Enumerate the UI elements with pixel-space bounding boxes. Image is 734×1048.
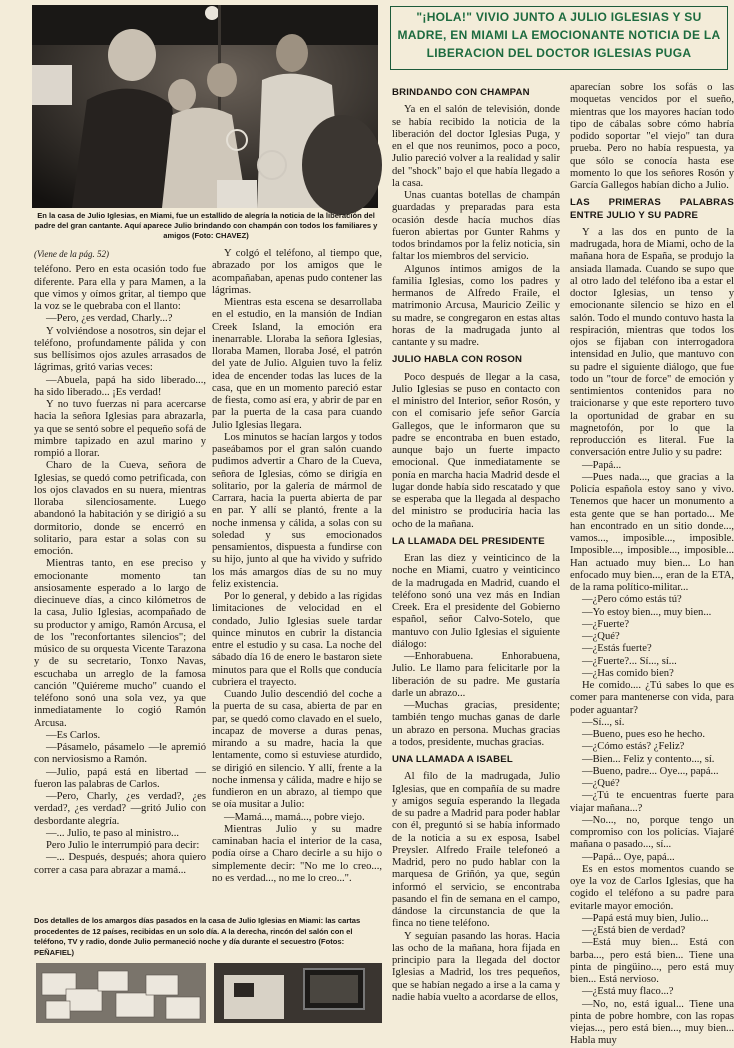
paragraph: —¿Estás fuerte?	[582, 643, 652, 655]
paragraph: Algunos íntimos amigos de la familia Iglesias, como los padres y hermanos de Alfredo Fraile, el matrimonio Arcusa, Mauricio Zeilic y su madre, se congregaron en estas altas horas de la madrugada junto al cantante y su madre.	[392, 263, 560, 348]
paragraph: —Enhorabuena. Enhorabuena, Julio. Le llamo para felicitarle por la liberación de su padre. Me gustaría darle un abrazo...	[392, 651, 560, 699]
top-photo-caption: En la casa de Julio Iglesias, en Miami, fue un estallido de alegría la noticia de la liberación del padre del gran cantante. Aquí aparece Julio brindando con champán con todos los familiares y amigos (Foto: CHAVEZ)	[34, 211, 378, 240]
col4-heading: LAS PRIMERAS PALABRAS ENTRE JULIO Y SU PADRE	[570, 197, 734, 221]
paragraph: —Es Carlos.	[46, 729, 101, 741]
paragraph: —¿Cómo estás? ¿Feliz?	[582, 741, 685, 753]
paragraph: —¿Tú te encuentras fuerte para viajar mañana...?	[570, 790, 734, 814]
paragraph: Charo de la Cueva, señora de Iglesias, se quedó como petrificada, con los ojos clavados en su nuera, mientras lloraba silenciosamente. Luego abandonó la habitación y se dirigió a su dormitorio, donde se encerró en solitario, para estar a solas con su emoción.	[34, 460, 206, 557]
paragraph: Unas cuantas botellas de champán guardadas y preparadas para esta ocasión desde hacía muchos días fueron abiertas por Gunter Rahms y todos brindamos por la feliz noticia, sin faltar los miembros del servicio.	[392, 190, 560, 263]
column-4	[570, 82, 734, 1047]
paragraph: —¿Fuerte?... Sí..., sí...	[582, 655, 677, 667]
paragraph: —Muchas gracias, presidente; también tengo muchas ganas de darle un abrazo en persona. Muchas gracias a todos, presidente, muchas gracias.	[392, 700, 560, 748]
section-heading: JULIO HABLA CON ROSON	[392, 354, 523, 366]
paragraph: Y seguían pasando las horas. Hacia las ocho de la mañana, hora fijada en principio para la llegada del doctor Iglesias a Madrid, los tres pequeños, que se habían negado a irse a la cama y nadie había vuelto a acordarse de ellos,	[392, 930, 560, 1003]
paragraph: Poco después de llegar a la casa, Julio Iglesias se puso en contacto con el ministro del Interior, señor Rosón, y con el comisario jefe señor García Gallegos, que le informaron que su padre se encontraba en buen estado, aunque bajo un fuerte impacto emocional. Que inmediatamente se ponía en marcha hacia Madrid desde el lugar donde había sido rescatado y que se esperaba que la llegada al despacho del ministro se produciría hacia las ocho de la mañana.	[392, 371, 560, 530]
continued-from: (Viene de la pág. 52)	[34, 249, 110, 259]
paragraph: —Mamá..., mamá..., pobre viejo.	[224, 811, 365, 823]
paragraph: —¿Está bien de verdad?	[582, 925, 686, 936]
bottom-caption: Dos detalles de los amargos días pasados en la casa de Julio Iglesias en Miami: las cartas procedentes de 12 países, recibidas en un solo día. A la derecha, rincón del salón con el teléfono, TV y radio, donde Julio permaneció noche y día durante el secuestro (Fotos: PEÑAFIEL)	[34, 916, 361, 957]
salon-photo	[214, 963, 382, 1023]
paragraph: Es en estos momentos cuando se oye la voz de Carlos Iglesias, que ha cogido el teléfono a su padre para evitarle mayor emoción.	[570, 863, 734, 912]
paragraph: —Pues nada..., que gracias a la Policía española estoy sano y vivo. Tenemos que hacer un monumento a esta gente que se han portado... Me han encontrado en un sitio donde..., vamos..., imposible..., imposible. Imposible..., imposible..., imposible... Han actuado muy bien... Lo han enfocado muy bien..., eran de la ETA, de la rama político-militar...	[570, 471, 734, 593]
paragraph: —No..., no, porque tengo un compromiso con los policías. Viajaré mañana o pasado..., sí...	[570, 814, 734, 851]
paragraph: Los minutos se hacían largos y todos paseábamos por el gran salón cuando pudimos advertir a Charo de la Cueva, señora de Iglesias, cómo se dirigía en solitario, por la galería de mármol de Carrara, hacia la puerta abierta de par en par. Y allí se plantó, frente a la noche inmensa y cálida, a solas con su soledad y sus emocionados pensamientos, dispuesta a fundirse con su hijo, junto al que ha vivido y sufrido los más amargos días de su no muy feliz existencia.	[212, 431, 382, 590]
paragraph: —Papá...	[582, 459, 622, 471]
headline: "¡HOLA!" VIVIO JUNTO A JULIO IGLESIAS Y SU MADRE, EN MIAMI LA EMOCIONANTE NOTICIA DE LA LIBERACION DEL DOCTOR IGLESIAS PUGA	[390, 6, 728, 70]
paragraph: —Bien... Feliz y contento..., sí.	[582, 753, 715, 765]
paragraph: —Sí..., sí.	[582, 716, 625, 728]
paragraph: —Pero, ¿es verdad, Charly...?	[46, 313, 173, 325]
letters-photo	[36, 963, 206, 1023]
paragraph: —... Después, después; ahora quiero correr a casa para abrazar a mamá...	[34, 852, 206, 876]
section-heading: UNA LLAMADA A ISABEL	[392, 754, 513, 765]
paragraph: —¿Pero cómo estás tú?	[582, 594, 682, 606]
paragraph: —¿Fuerte?	[582, 618, 630, 630]
top-photo	[32, 5, 378, 208]
paragraph: He comido.... ¿Tú sabes lo que es comer para mantenerse con vida, para poder aguantar?	[570, 680, 734, 716]
paragraph: Eran las diez y veinticinco de la noche en Miami, cuatro y veinticinco de la madrugada en Madrid, cuando el teléfono sonó una vez más en Indian Creek. Era el presidente del Gobierno español, señor Calvo-Sotelo, que mantuvo con Julio Iglesias el siguiente diálogo:	[392, 553, 560, 650]
paragraph: —¿Qué?	[582, 778, 620, 789]
paragraph: —Pásamelo, pásamelo —le apremió con nerviosismo a Ramón.	[34, 742, 206, 766]
paragraph: Cuando Julio descendió del coche a la puerta de su casa, abierta de par en par, se quedó como clavado en el suelo, incapaz de moverse a duras penas, mirando a su madre, hacia la que lentamente, como si estuviese aturdido, se dirigió en silencio. Y allí, frente a la noche inmensa y cálida, madre e hijo se fundieron en un abrazo, al tiempo que se oía musitar a Julio:	[212, 689, 382, 811]
column-3	[392, 82, 560, 1020]
paragraph: Y volviéndose a nosotros, sin dejar el teléfono, profundamente pálida y con sus bellísimos ojos azules arrasados de lágrimas, gritó varias veces:	[34, 325, 206, 374]
paragraph: Al filo de la madrugada, Julio Iglesias, que en compañía de su madre y amigos seguía esperando la llegada de su padre a Madrid para poder hablar con él, preguntó si se había informado de la noticia a su ex esposa, Isabel Preysler. Alfredo Fraile telefoneó a Madrid, pero no pudo hablar con la marquesa de Griñón, ya que, según informó el servicio, se encontraba pasando el fin de semana en el campo, dándose la circunstancia de que la finca no tiene teléfono.	[392, 771, 560, 930]
paragraph: Mientras esta escena se desarrollaba en el estudio, en la mansión de Indian Creek Island, la emoción era inenarrable. Lloraba la señora Iglesias, lloraba Mamen, lloraba José, el patrón del yate de Julio. Alguien tuvo la feliz idea de encender todas las luces de la casa, que en un momento pareció estar de fiesta, como así era, y abrir de par en par la puerta de la casa para cuando Julio Iglesias llegara.	[212, 297, 382, 431]
paragraph: Y a las dos en punto de la madrugada, hora de Miami, ocho de la mañana hora de España, se produjo la ansiada llamada. Cuando se supo que al otro lado del teléfono iba a estar el doctor Iglesias, un tenso y emocionante silencio se hizo en el salón. Todo el mundo contuvo hasta la respiración, mientras que todos los ojos se fijaban con interrogadora intensidad en Julio, que mantuvo con su padre el siguiente diálogo, que fue todo un "tour de force" de emoción y sentimientos contenidos para no traicionarse y que este reportero tuvo la oportunidad de grabar en su magnetofón, por lo que la reproducción es literal. Fue la conversación entre Julio y su padre:	[570, 226, 734, 459]
column-2	[212, 248, 382, 910]
paragraph: Ya en el salón de televisión, donde se había recibido la noticia de la liberación del doctor Iglesias Puga, y en el que nos reunimos, poco a poco, Julio pareció volver a la realidad y salir del "shock" bajo el que había llegado a la casa.	[392, 104, 560, 189]
paragraph: —Bueno, pues eso he hecho.	[582, 729, 705, 740]
paragraph: Y colgó el teléfono, al tiempo que, abrazado por los amigos que le acompañaban, apenas pudo contener las lágrimas.	[212, 248, 382, 296]
paragraph: —¿Qué?	[582, 631, 620, 642]
paragraph: Pero Julio le interrumpió para decir:	[46, 840, 200, 851]
paragraph: —... Julio, te paso al ministro...	[46, 827, 180, 839]
paragraph: aparecían sobre los sofás o las moquetas vencidos por el sueño, mientras que los mayores hacían todo tipo de cábalas sobre cómo habría podido soportar "el viejo" tan dura prueba. Pero no había respuesta, ya que sólo se conocía hasta ese momento lo que los señores Rosón y García Gallegos habían dicho a Julio.	[570, 82, 734, 191]
column-1	[34, 248, 206, 910]
paragraph: —Abuela, papá ha sido liberado..., ha sido liberado... ¡Es verdad!	[34, 374, 206, 398]
paragraph: —Papá... Oye, papá...	[582, 851, 675, 863]
paragraph: —¿Has comido bien?	[582, 667, 674, 679]
paragraph: Por lo general, y debido a las rígidas limitaciones de velocidad en el condado, Julio Iglesias suele tardar quince minutos en cubrir la distancia entre el estudio y su casa. La noche del sábado día 16 de enero le bastaron siete minutos para que el Rolls que conducía cubriera el trayecto.	[212, 591, 382, 688]
paragraph: —No, no, está igual... Tiene una pinta de pobre hombre, con las ropas viejas..., pero está bien..., muy bien... Habla muy	[570, 998, 734, 1047]
paragraph: Mientras Julio y su madre caminaban hacia el interior de la casa, podía oírse a Charo decirle a su hijo o simplemente decir: "No me lo creo..., no es verdad..., no me lo creo...".	[212, 823, 382, 884]
paragraph: —Bueno, padre... Oye..., papá...	[582, 765, 719, 777]
paragraph: —Julio, papá está en libertad —fueron las palabras de Carlos.	[34, 766, 206, 790]
paragraph: teléfono. Pero en esta ocasión todo fue diferente. Para ella y para Mamen, a la que vimos y oímos gritar, al tiempo que la voz se le quebraba con el llanto:	[34, 264, 206, 312]
paragraph: Mientras tanto, en ese preciso y emocionante momento tan ansiosamente esperado a lo largo de diecinueve días, a cinco kilómetros de la casa, Julio Iglesias, acompañado de su productor y amigo, Ramón Arcusa, el de los "reconfortantes silencios"; del músico de su orquesta Vicente Tarazona y de su secretario, Tonxo Navas, escuchaba un arreglo de la famosa canción "Quiéreme mucho" cuando el teléfono sonó una sola vez, ya que inmediatamente lo cogió Ramón Arcusa.	[34, 558, 206, 729]
paragraph: —¿Está muy flaco...?	[582, 986, 674, 998]
paragraph: Y no tuvo fuerzas ni para acercarse hacia la señora Iglesias para abrazarla, ya que se sentó sobre el pequeño sofá de mimbre tapizado en azul marino y rompió a llorar.	[34, 399, 206, 459]
paragraph: —Está muy bien... Está con barba..., pero está bien... Tiene una pinta de pingüino..., pero está muy bien... Está nervioso.	[570, 937, 734, 985]
paragraph: —Papá está muy bien, Julio...	[582, 912, 709, 924]
section-heading: BRINDANDO CON CHAMPAN	[392, 87, 530, 98]
paragraph: —Pero, Charly, ¿es verdad?, ¿es verdad?, ¿es verdad? —gritó Julio con desbordante alegría.	[34, 791, 206, 827]
section-heading: LA LLAMADA DEL PRESIDENTE	[392, 535, 545, 547]
paragraph: —Yo estoy bien..., muy bien...	[582, 606, 712, 618]
